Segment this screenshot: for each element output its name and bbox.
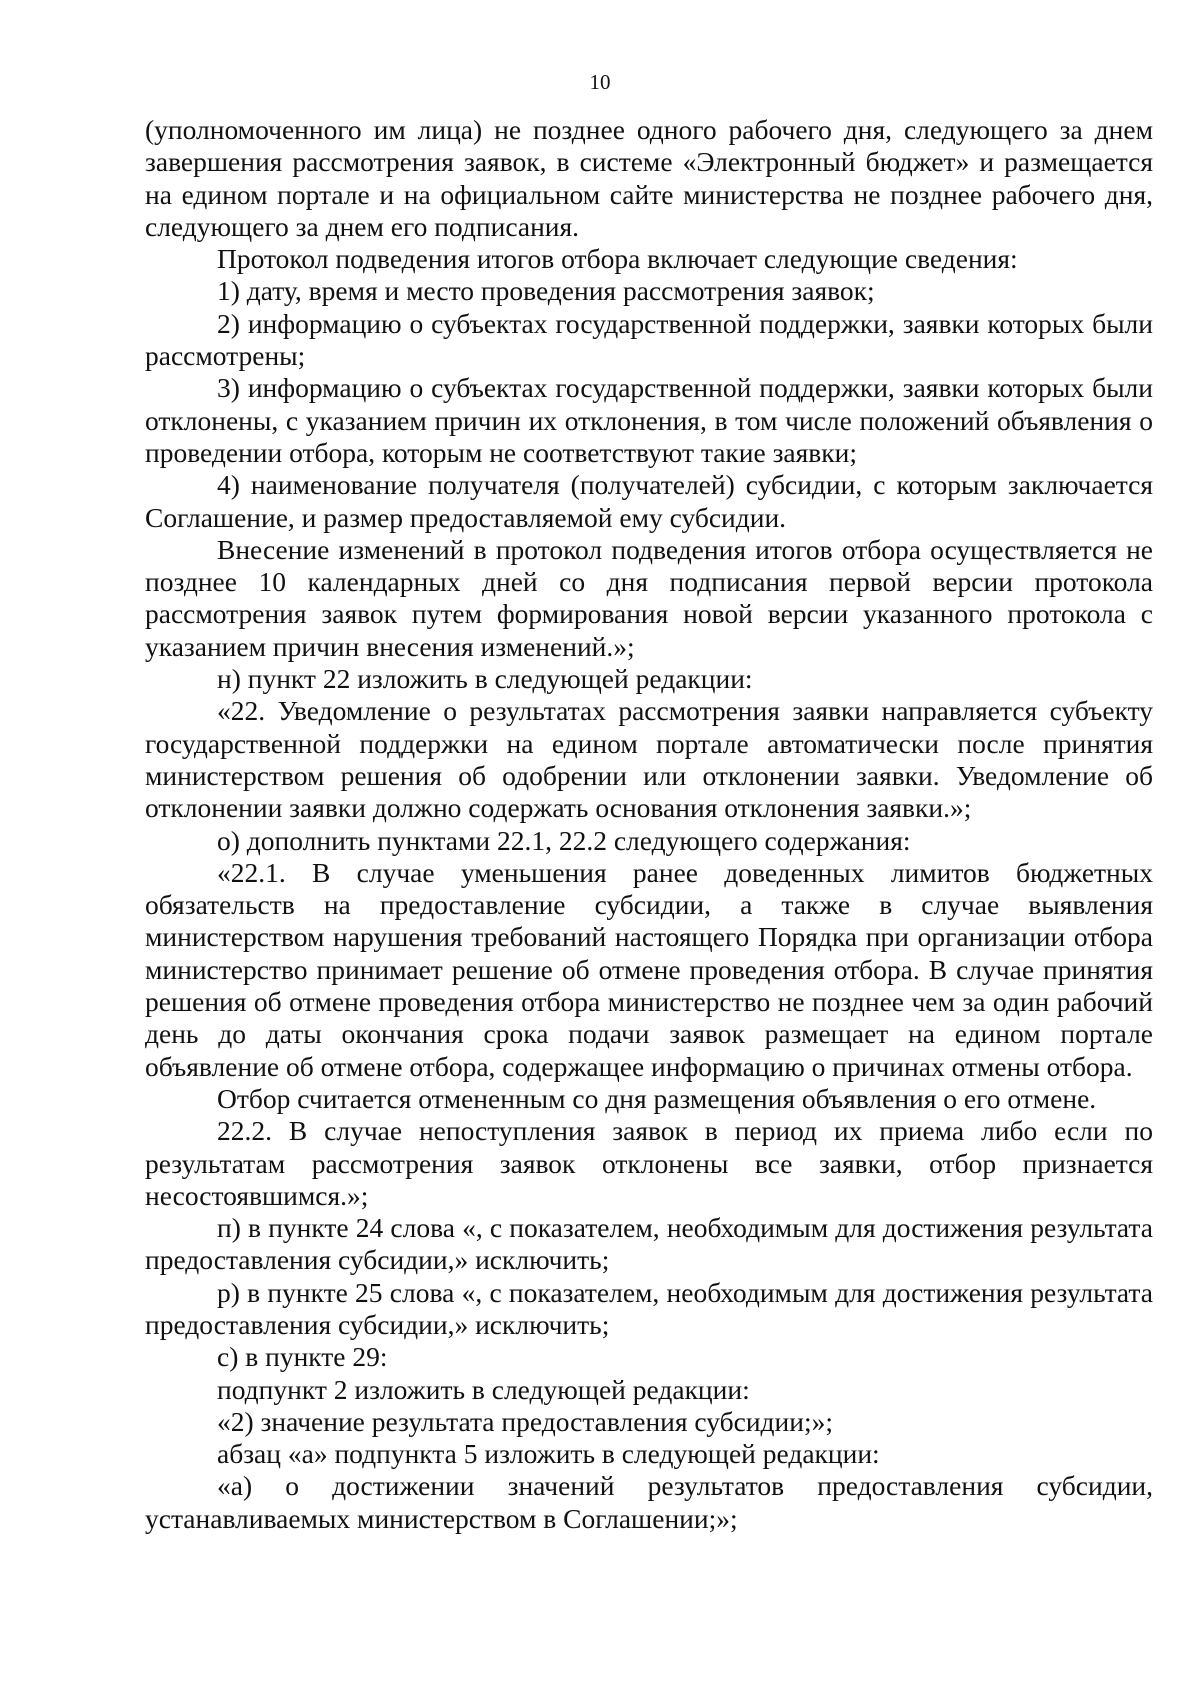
- paragraph: абзац «а» подпункта 5 изложить в следующей редакции:: [217, 1438, 880, 1470]
- list-item: 2) информацию о субъектах государственной поддержки, заявки которых были рассмотрены;: [145, 307, 1153, 372]
- paragraph: р) в пункте 25 слова «, с показателем, необходимым для достижения результата предоставления субсидии,» исключить;: [145, 1276, 1153, 1340]
- list-item: 3) информацию о субъектах государственной поддержки, заявки которых были отклонены, с указанием причин их отклонения, в том числе положений объявления о проведении отбора, которым не соответствуют такие заявки;: [145, 372, 1153, 468]
- paragraph: 22.2. В случае непоступления заявок в период их приема либо если по результатам рассмотрения заявок отклонены все заявки, отбор признается несостоявшимся.»;: [145, 1115, 1153, 1211]
- paragraph-continuation: (уполномоченного им лица) не позднее одного рабочего дня, следующего за днем завершения рассмотрения заявок, в системе «Электронный бюджет» и размещается на едином портале и на официальном сайте министерства не позднее рабочего дня, следующего за днем его подписания.: [145, 114, 1153, 242]
- page-number: 10: [589, 70, 611, 94]
- paragraph: о) дополнить пунктами 22.1, 22.2 следующего содержания:: [217, 824, 911, 856]
- paragraph: н) пункт 22 изложить в следующей редакции:: [217, 663, 753, 695]
- paragraph: подпункт 2 изложить в следующей редакции:: [217, 1373, 750, 1405]
- paragraph: Протокол подведения итогов отбора включает следующие сведения:: [217, 243, 1018, 275]
- paragraph: Внесение изменений в протокол подведения итогов отбора осуществляется не позднее 10 календарных дней со дня подписания первой версии протокола рассмотрения заявок путем формирования новой версии указанного протокола с указанием причин внесения изменений.»;: [145, 533, 1153, 662]
- paragraph: «22. Уведомление о результатах рассмотрения заявки направляется субъекту государственной поддержки на едином портале автоматически после принятия министерством решения об одобрении или отклонении заявки. Уведомление об отклонении заявки должно содержать основания отклонения заявки.»;: [145, 695, 1153, 824]
- paragraph: Отбор считается отмененным со дня размещения объявления о его отмене.: [217, 1082, 1097, 1114]
- paragraph: «2) значение результата предоставления субсидии;»;: [217, 1405, 833, 1437]
- paragraph: с) в пункте 29:: [217, 1341, 388, 1373]
- list-item: 4) наименование получателя (получателей) субсидии, с которым заключается Соглашение, и размер предоставляемой ему субсидии.: [145, 469, 1153, 533]
- paragraph: «22.1. В случае уменьшения ранее доведенных лимитов бюджетных обязательств на предоставление субсидии, а также в случае выявления министерством нарушения требований настоящего Порядка при организации отбора министерство принимает решение об отмене проведения отбора. В случае принятия решения об отмене проведения отбора министерство не позднее чем за один рабочий день до даты окончания срока подачи заявок размещает на едином портале объявление об отмене отбора, содержащее информацию о причинах отмены отбора.: [145, 856, 1153, 1082]
- paragraph: «а) о достижении значений результатов предоставления субсидии, устанавливаемых министерством в Соглашении;»;: [145, 1470, 1153, 1534]
- list-item: 1) дату, время и место проведения рассмотрения заявок;: [217, 275, 875, 307]
- document-body: [145, 114, 1153, 1535]
- paragraph: п) в пункте 24 слова «, с показателем, необходимым для достижения результата предоставления субсидии,» исключить;: [145, 1212, 1153, 1276]
